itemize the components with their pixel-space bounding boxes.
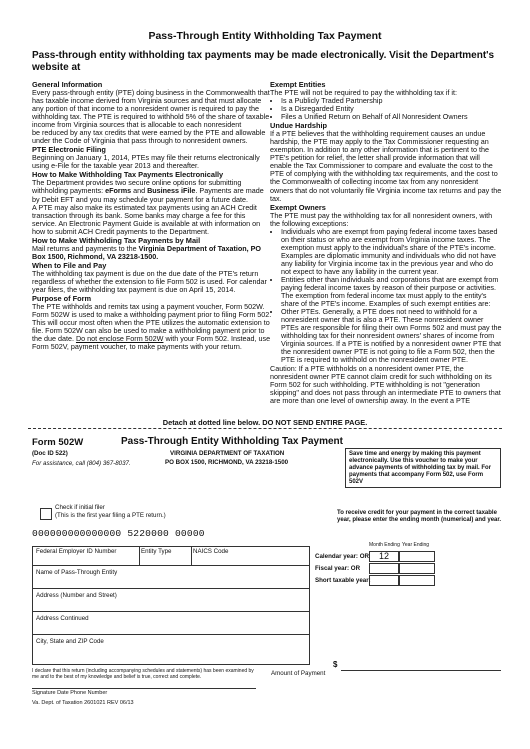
- short-month-field[interactable]: [369, 575, 399, 586]
- list-item: • Is a Disregarded Entity: [281, 105, 502, 113]
- form-footer: Va. Dept. of Taxation 2601021 REV 06/13: [32, 700, 134, 706]
- fiscal-year-label: Fiscal year: OR: [315, 565, 361, 572]
- entity-type-label: Entity Type: [141, 548, 172, 555]
- calendar-month-field[interactable]: 12: [369, 551, 399, 562]
- address-continued-field[interactable]: [32, 610, 308, 631]
- list-item: • Entities other than individuals and corporations that are exempt from paying federal income taxes by reason of their purpose or activities. The exemption from federal income tax must apply to the entity's share of the PTE's income. Examples of such exempt entities are:: [281, 276, 502, 308]
- signature-label: Signature Date Phone Number: [32, 690, 108, 696]
- initial-filer-label: Check if initial filer: [55, 504, 105, 511]
- detach-instruction: Detach at dotted line below. DO NOT SEND ENTIRE PAGE.: [162, 418, 368, 427]
- undue-hardship-heading: Undue Hardship: [270, 121, 328, 131]
- doc-id: (Doc ID 522): [32, 450, 68, 457]
- electronic-filing-heading: PTE Electronic Filing: [32, 145, 106, 155]
- electronic-payments-text: . Payments are made by Debit EFT and you may schedule your payment for a future date.: [32, 186, 264, 204]
- exempt-entities-paragraph: The PTE will not be required to pay the withholding tax if it:: [270, 88, 457, 97]
- short-year-label: Short taxable year:: [315, 577, 371, 584]
- initial-filer-checkbox[interactable]: [40, 508, 52, 520]
- list-item: • Other PTEs. Generally, a PTE does not need to withhold for a nonresident owner that is also a PTE. These nonresident owner PTEs are responsible for filing their own Forms 502 and must pay the withholding tax for their nonresident owners' shares of income from Virginia sources. If a PTE is notified by a nonresident owner PTE that the nonresident owner PTE is not going to file a Form 502, then the PTE is required to withhold on the nonresident owner PTE.: [281, 308, 502, 364]
- initial-filer-note: (This is the first year filing a PTE return.): [55, 512, 166, 519]
- when-to-file-paragraph: The withholding tax payment is due on the due date of the PTE's return regardless of whether the extension to file Form 502 is used. For calendar year filers, the withholding tax payment is due on April 15, 2014.: [32, 268, 267, 294]
- business-ifile-link[interactable]: Business iFile: [147, 186, 196, 196]
- department-address: PO BOX 1500, RICHMOND, VA 23218-1500: [165, 459, 289, 466]
- undue-hardship-paragraph: If a PTE believes that the withholding requirement causes an undue hardship, the PTE may apply to the Tax Commissioner requesting an exemption. In addition to any other information that is pertinent to the PTE's petition for relief, the letter shall provide information that will enable the Tax Commissioner to compare and evaluate the cost to the PTE of complying with the withholding tax requirements, and the cost to the Commonwealth of collecting income tax from any nonresident owners that do not voluntarily file Virginia income tax returns and pay the tax.: [270, 129, 502, 203]
- general-information-paragraph-2: be reduced by any tax credits that were earned by the PTE and allowable under the Code of Virginia that pass through to nonresident owners.: [32, 128, 266, 146]
- general-information-heading: General Information: [32, 80, 103, 89]
- electronic-payments-paragraph-1: [32, 179, 272, 203]
- fiscal-year-field[interactable]: [399, 563, 435, 574]
- amount-line: [341, 670, 501, 671]
- caution-paragraph: Caution: If a PTE withholds on a nonresident owner PTE, the nonresident owner PTE cannot claim credit for such withholding on its Form 502 for such withholding. PTE withholding is not "generation skipping" and does not pass through an intermediate PTE to owners that are more than one level of ownership away. In the event a PTE: [270, 363, 501, 405]
- eforms-link[interactable]: eForms: [105, 186, 132, 196]
- purpose-paragraph: [32, 303, 272, 351]
- list-item: • Is a Publicly Traded Partnership: [281, 97, 502, 105]
- fein-label: Federal Employer ID Number: [36, 548, 117, 555]
- left-column: [32, 80, 272, 351]
- grid-divider: [191, 547, 192, 565]
- amount-of-payment-field[interactable]: [341, 656, 501, 670]
- electronic-filing-paragraph: Beginning on January 1, 2014, PTEs may file their returns electronically using e-File for the taxable year 2013 and thereafter.: [32, 153, 260, 171]
- exempt-owners-heading: Exempt Owners: [270, 202, 326, 212]
- do-not-enclose-text: Do not enclose Form 502W: [75, 334, 164, 344]
- exempt-entities-heading: Exempt Entities: [270, 80, 326, 89]
- city-state-zip-label: City, State and ZIP Code: [36, 638, 104, 645]
- mail-payments-heading: How to Make Withholding Tax Payments by Mail: [32, 235, 201, 245]
- fiscal-month-field[interactable]: [369, 563, 399, 574]
- form-number: Form 502W: [32, 437, 84, 448]
- purpose-text: with your Form 502. Instead, use Form 502V, payment voucher, to make payments with your return.: [32, 334, 271, 352]
- page-title: Pass-Through Entity Withholding Tax Payment: [148, 30, 382, 42]
- signature-line: [32, 688, 256, 689]
- electronic-payments-text: The Department provides two secure online options for submitting withholding payments:: [32, 178, 242, 196]
- amount-of-payment-label: Amount of Payment: [271, 670, 326, 677]
- department-name: VIRGINIA DEPARTMENT OF TAXATION: [170, 450, 285, 457]
- voucher-title: Pass-Through Entity Withholding Tax Payment: [121, 436, 343, 447]
- month-ending-header: Month Ending: [369, 542, 400, 548]
- calendar-year-label: Calendar year: OR: [315, 553, 369, 560]
- address-continued-label: Address Continued: [36, 615, 89, 622]
- list-item: • Individuals who are exempt from paying federal income taxes based on their status or who are exempt from Virginia income taxes. The exemption must apply to the individual's share of the PTE's income. Examples are diplomatic immunity and individuals who did not have any liability for Virginia income tax in the previous year and who do not expect to have any liability in the current year.: [281, 228, 502, 276]
- declaration-text: I declare that this return (including accompanying schedules and statements) has been examined by me and to the best of my knowledge and belief is true, correct and complete.: [32, 668, 254, 680]
- exempt-owners-paragraph: The PTE must pay the withholding tax for all nonresident owners, with the following exceptions:: [270, 210, 493, 228]
- dollar-sign: $: [333, 660, 338, 669]
- address-field[interactable]: [32, 587, 308, 608]
- exempt-entities-list: [270, 97, 502, 121]
- entity-name-label: Name of Pass-Through Entity: [36, 569, 118, 576]
- scanline: 000000000000000 5220000 00000: [32, 528, 205, 539]
- grid-divider: [139, 547, 140, 565]
- when-to-file-heading: When to File and Pay: [32, 260, 107, 270]
- electronic-notice-box: Save time and energy by making this payment electronically. Use this voucher to make your advance payments of withholding tax by mail. For payments that accompany Form 502, use Form 502V: [345, 448, 501, 488]
- mailing-address: Virginia Department of Taxation, PO Box 1500, Richmond, VA 23218-1500.: [32, 243, 262, 261]
- entity-name-field[interactable]: [32, 564, 308, 585]
- purpose-heading: Purpose of Form: [32, 293, 92, 303]
- general-information-paragraph-1: Every pass-through entity (PTE) doing business in the Commonwealth that has taxable income derived from Virginia sources and that must allocate any portion of that income to a nonresident owner is required to pay the withholding tax. The PTE is required to withhold 5% of the share of taxable income from Virginia sources that is allocable to each nonresident: [32, 88, 270, 130]
- purpose-text: The PTE withholds and remits tax using a payment voucher, Form 502W. Form 502W is used to make a withholding payment prior to filing Form 502. This will occur most often when the PTE utilizes the automatic extension to file. Form 502W can also be used to make a withholding payment prior to the due date.: [32, 301, 272, 344]
- calendar-year-field[interactable]: [399, 551, 435, 562]
- taxable-year-instruction: To receive credit for your payment in the correct taxable year, please enter the ending month (numerical) and year.: [337, 510, 502, 523]
- address-label: Address (Number and Street): [36, 592, 117, 599]
- short-year-field[interactable]: [399, 575, 435, 586]
- dotted-detach-line: [28, 428, 502, 429]
- electronic-payments-text: and: [131, 186, 148, 196]
- electronic-payment-notice: Pass-through entity withholding tax payments may be made electronically. Visit the Department's website at: [32, 50, 495, 73]
- naics-label: NAICS Code: [193, 548, 229, 555]
- mail-payments-paragraph: [32, 245, 272, 261]
- electronic-payments-paragraph-2: A PTE may also make its estimated tax payments using an ACH Credit transaction through its bank. Some banks may charge a fee for this service. An Electronic Payment Guide is available at with information on how to submit ACH Credit payments to the Department.: [32, 202, 261, 236]
- year-ending-header: Year Ending: [402, 542, 430, 548]
- exempt-owners-list: [270, 228, 502, 365]
- assistance-phone: For assistance, call (804) 367-8037.: [32, 460, 131, 467]
- right-column: [270, 80, 502, 405]
- city-state-zip-field[interactable]: [32, 633, 308, 663]
- electronic-payments-heading: How to Make Withholding Tax Payments Electronically: [32, 170, 224, 180]
- list-item: • Files a Unified Return on Behalf of All Nonresident Owners: [281, 113, 502, 121]
- mail-payments-text: Mail returns and payments to the: [32, 243, 139, 253]
